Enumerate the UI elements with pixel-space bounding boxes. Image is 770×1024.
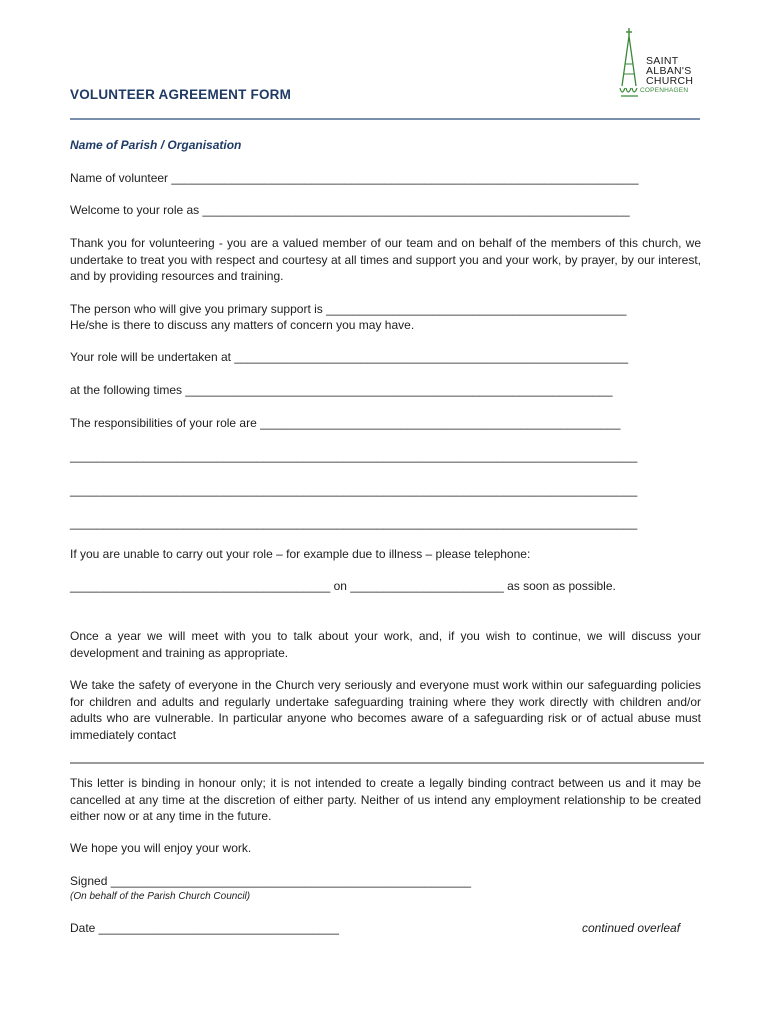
role-name-field[interactable]: Welcome to your role as ________________________________________________________________: [70, 203, 630, 217]
annual-meeting-paragraph: Once a year we will meet with you to talk about your work, and, if you wish to continue, we will discuss your development and training as appropriate.: [70, 629, 701, 660]
enjoy-text: We hope you will enjoy your work.: [70, 841, 252, 855]
safeguarding-paragraph: We take the safety of everyone in the Church very seriously and everyone must work within our safeguarding policies for children and adults and regularly undertake safeguarding training where they work directly with children and/or adults who are vulnerable. In particular anyone who becomes aware of a safeguarding risk or of actual abuse must immediately contact: [70, 678, 701, 742]
support-note: He/she is there to discuss any matters of concern you may have.: [70, 318, 415, 332]
section-divider: [70, 762, 704, 764]
unable-role-text: If you are unable to carry out your role – for example due to illness – please telephone:: [70, 547, 531, 561]
on-behalf-note: (On behalf of the Parish Church Council): [70, 891, 251, 902]
thank-you-paragraph: Thank you for volunteering - you are a valued member of our team and on behalf of the members of this church, we undertake to treat you with respect and courtesy at all times and support you and your work, by prayer, by our interest, and by providing resources and training.: [70, 236, 701, 283]
role-times-field[interactable]: at the following times ________________________________________________________________: [70, 383, 613, 397]
volunteer-name-field[interactable]: Name of volunteer ______________________________________________________________________: [70, 171, 639, 185]
page-title: VOLUNTEER AGREEMENT FORM: [70, 87, 292, 102]
logo-subtitle: COPENHAGEN: [640, 87, 689, 94]
continued-overleaf: continued overleaf: [582, 921, 681, 935]
binding-paragraph: This letter is binding in honour only; it is not intended to create a legally binding contract between us and it may be cancelled at any time at the discretion of either party. Neither of us intend any employment relationship to be created either now or at any time in the future.: [70, 776, 701, 823]
primary-support-field[interactable]: The person who will give you primary support is _____________________________________________: [70, 302, 627, 316]
logo-text-line-2: ALBAN'S: [646, 65, 692, 77]
church-logo: [616, 26, 696, 102]
date-field[interactable]: Date ____________________________________: [70, 921, 339, 935]
header-divider: [70, 118, 700, 120]
role-location-field[interactable]: Your role will be undertaken at ___________________________________________________________: [70, 350, 629, 364]
responsibilities-field[interactable]: The responsibilities of your role are ______________________________________________________: [70, 416, 621, 430]
responsibilities-line-1[interactable]: _____________________________________________________________________________________: [70, 449, 638, 463]
signed-field[interactable]: Signed ______________________________________________________: [70, 874, 472, 888]
parish-heading: Name of Parish / Organisation: [70, 138, 242, 152]
telephone-field[interactable]: _______________________________________ on _______________________ as soon as possible.: [70, 579, 616, 593]
logo-text-line-1: SAINT: [646, 55, 679, 67]
responsibilities-line-2[interactable]: _____________________________________________________________________________________: [70, 483, 638, 497]
logo-text-line-3: CHURCH: [646, 75, 694, 87]
responsibilities-line-3[interactable]: _____________________________________________________________________________________: [70, 516, 638, 530]
